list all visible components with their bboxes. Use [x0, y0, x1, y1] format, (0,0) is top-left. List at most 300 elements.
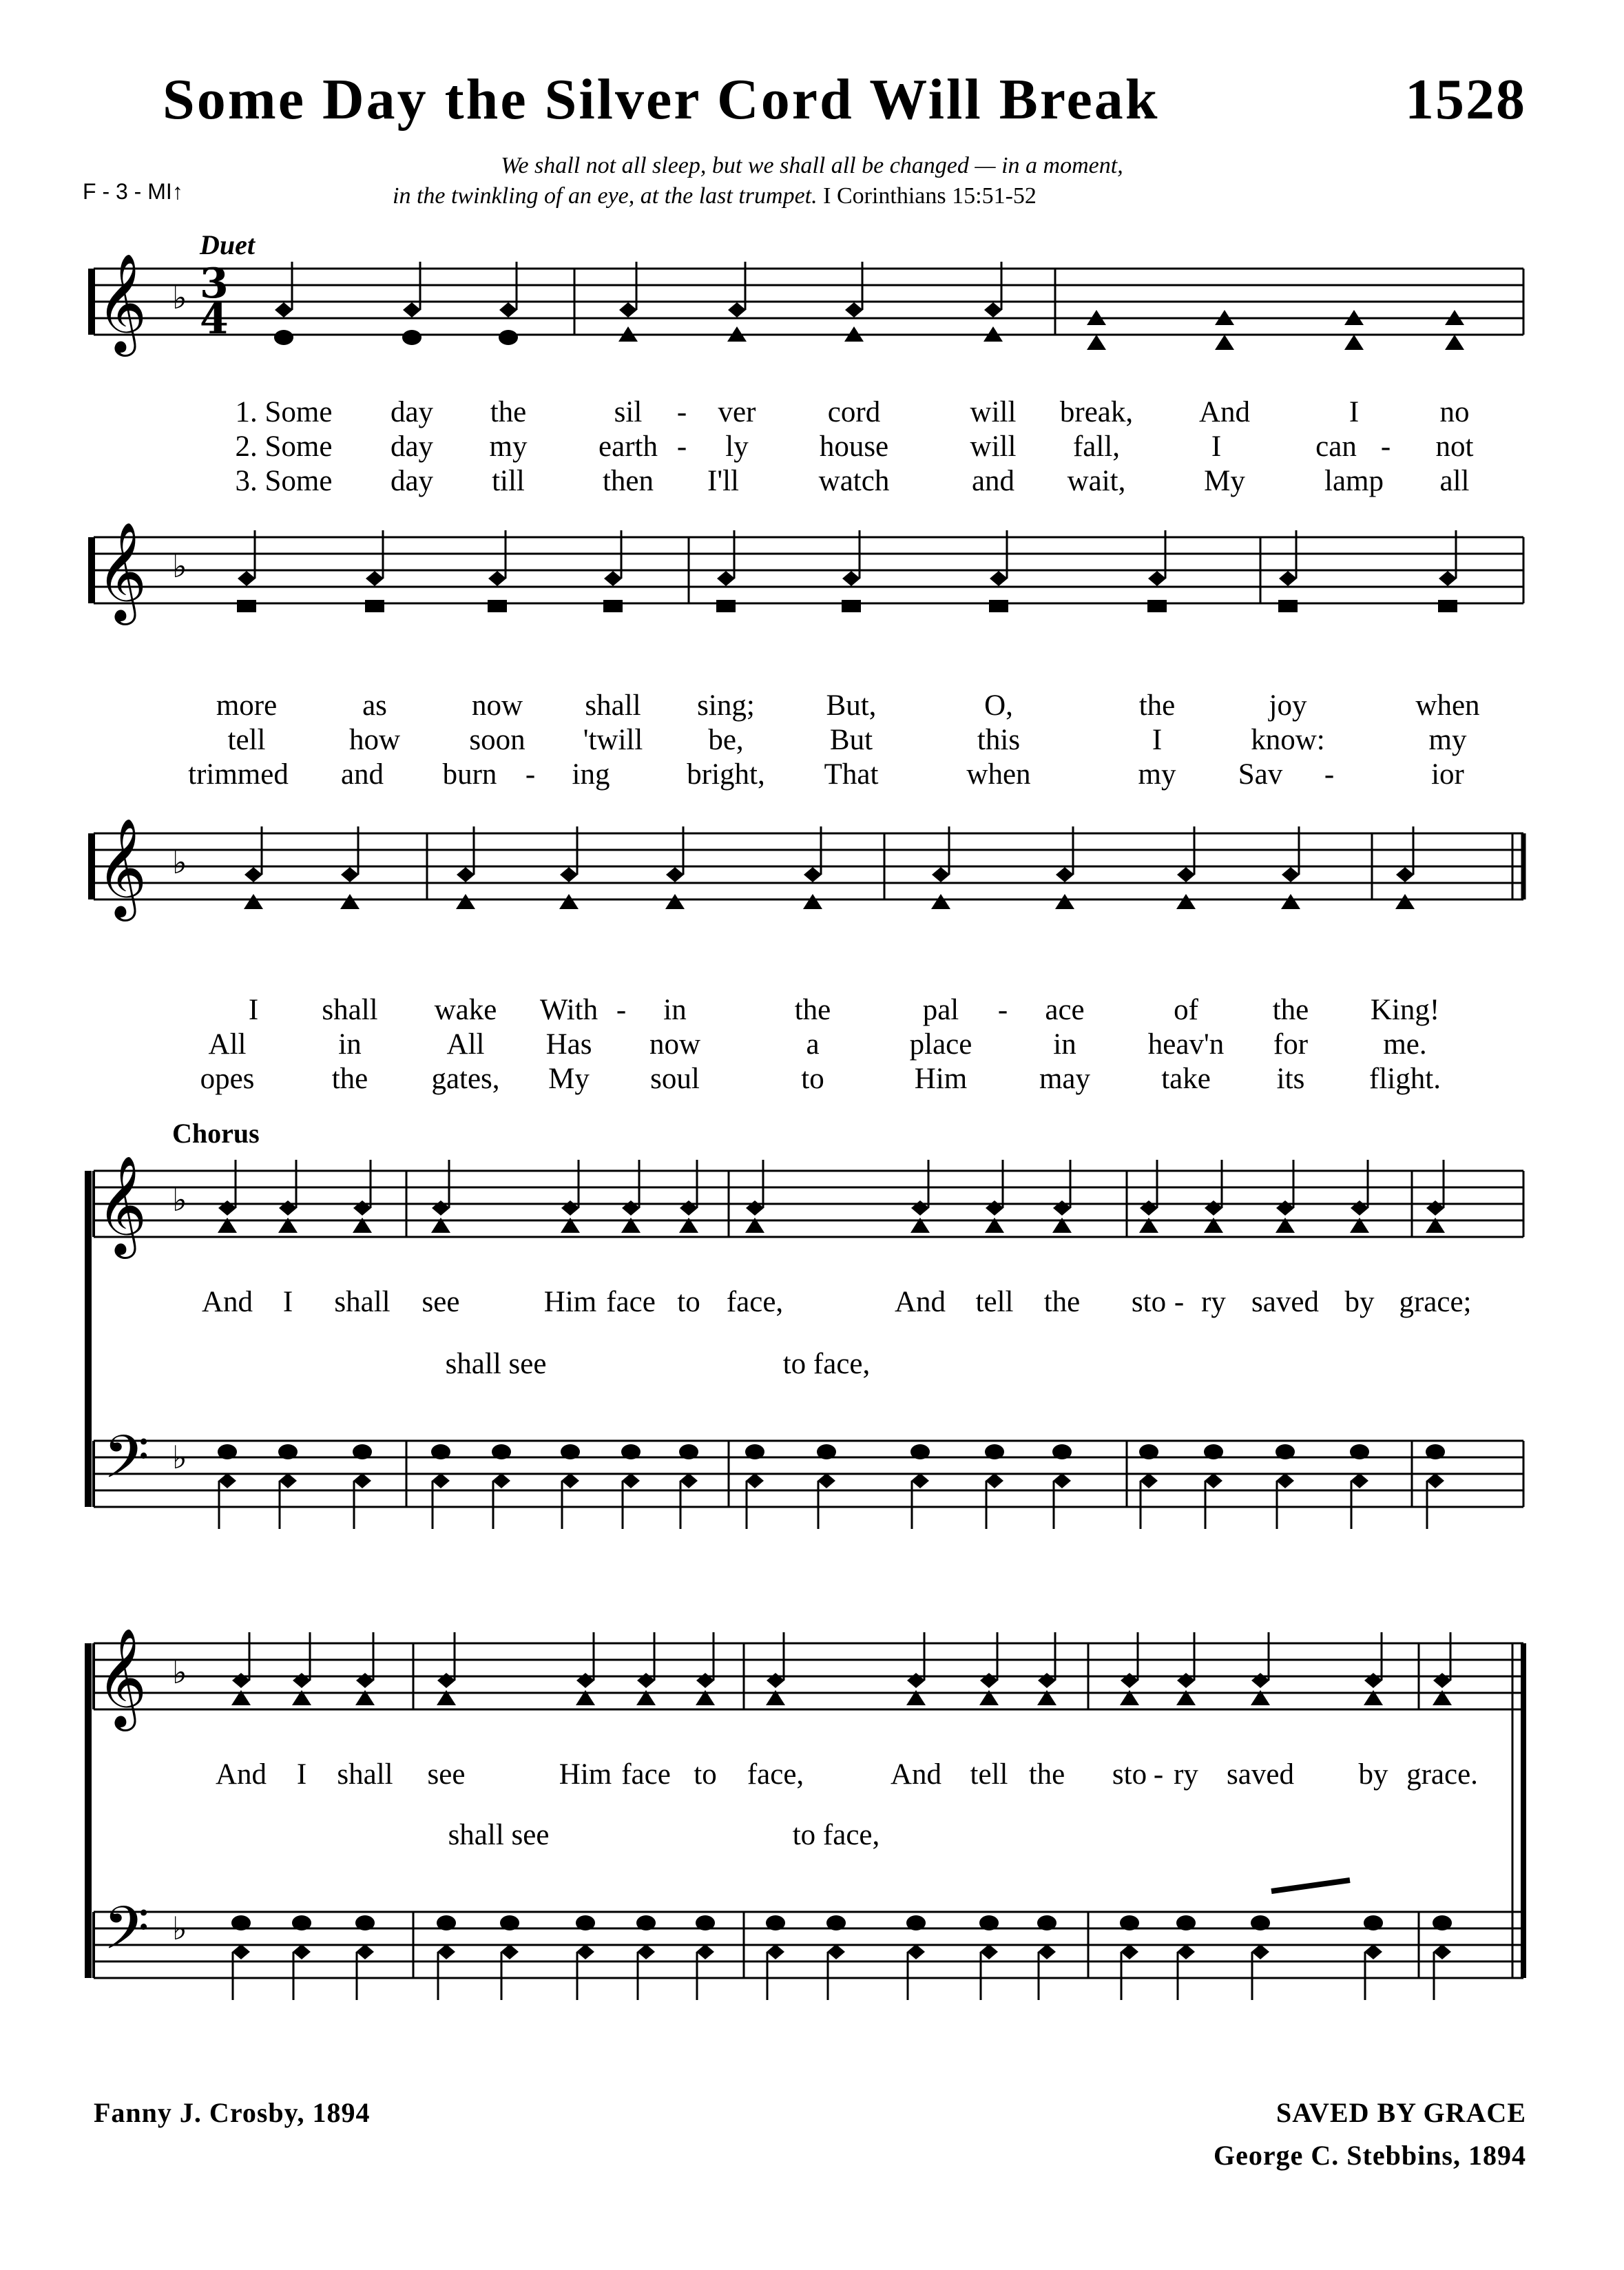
shape-note [1037, 1915, 1056, 1930]
system2-verse3-word: ing [572, 758, 610, 791]
shape-note [1215, 335, 1234, 350]
system3-verse2-word: All [446, 1028, 485, 1061]
system2-verse3-word: and [340, 758, 384, 791]
system1-verse3-word: wait, [1067, 465, 1126, 497]
system1-verse2-word: - [1380, 430, 1391, 463]
system1-verse3-word: My [1204, 465, 1245, 497]
system1-verse2-word: house [819, 430, 889, 463]
note-head [1251, 1673, 1269, 1688]
system1-verse1-word: break, [1059, 396, 1134, 428]
shape-note [492, 1444, 511, 1459]
chorus2-lyric-word: And [890, 1758, 942, 1791]
system3-verse3-word: its [1276, 1063, 1305, 1095]
system2-verse2-word: 'twill [583, 724, 643, 756]
system2-verse1-word: the [1138, 689, 1176, 722]
system3-verse1-word: I [248, 994, 259, 1026]
treble-clef-icon: 𝄞 [96, 1156, 147, 1255]
chorus1-lyric-word: And [201, 1286, 253, 1318]
note-head [1364, 1673, 1382, 1688]
system2-verse2-word: how [348, 724, 401, 756]
shape-note [488, 600, 507, 612]
system2-verse3-word: when [966, 758, 1031, 791]
system3-verse1-word: in [663, 994, 687, 1026]
note-head [560, 867, 578, 882]
shape-note [766, 1915, 785, 1930]
chorus1-lyric-word: shall [334, 1286, 391, 1318]
shape-note [985, 1444, 1004, 1459]
chorus2-lyric-word: ry [1174, 1758, 1198, 1791]
shape-note [989, 600, 1008, 612]
system1-verse3-word: all [1439, 465, 1470, 497]
shape-note [1445, 335, 1464, 350]
note-head [980, 1673, 998, 1688]
note-head [1177, 1944, 1195, 1959]
system3-verse3-word: to [801, 1063, 824, 1095]
shape-note [1426, 1444, 1445, 1459]
shape-note [355, 1915, 375, 1930]
shape-note [456, 894, 475, 909]
system2-verse1-word: O, [984, 689, 1013, 722]
chorus2-lyric-word: saved [1227, 1758, 1294, 1791]
note-head [622, 1473, 640, 1488]
note-head [1276, 1473, 1294, 1488]
key-indicator: F - 3 - MI↑ [83, 179, 183, 204]
note-head [356, 1673, 374, 1688]
note-head [1140, 1200, 1158, 1216]
note-head [1276, 1200, 1294, 1216]
note-head [1056, 867, 1074, 882]
system2-verse2-word: soon [469, 724, 525, 756]
system3-verse1-word: of [1174, 994, 1198, 1026]
note-head [279, 1200, 297, 1216]
shape-note [716, 600, 736, 612]
note-head [1364, 1944, 1382, 1959]
chorus2-lyric-word: And [215, 1758, 267, 1791]
note-head [1433, 1944, 1451, 1959]
shape-note [559, 894, 579, 909]
system1-verse2-word: 2. Some [235, 430, 333, 463]
system3-verse3-word: gates, [431, 1063, 500, 1095]
chorus1-lyric-word: ry [1201, 1286, 1226, 1318]
system3-verse3-word: flight. [1369, 1063, 1441, 1095]
note-head [842, 571, 860, 586]
system1-verse1-word: 1. Some [235, 396, 333, 428]
shape-note [353, 1444, 372, 1459]
time-sig-bottom: 4 [200, 295, 229, 344]
note-head [457, 867, 475, 882]
shape-note [365, 600, 384, 612]
system1-verse3-word: till [492, 465, 525, 497]
system2-verse1-word: when [1415, 689, 1480, 722]
note-head [666, 867, 684, 882]
shape-note [803, 894, 822, 909]
system3-verse1-word: - [616, 994, 627, 1026]
chorus2-lyric-word: I [296, 1758, 307, 1791]
system1-verse1-word: ver [718, 396, 756, 428]
system1-verse1-word: I [1349, 396, 1360, 428]
shape-note [231, 1915, 251, 1930]
note-head [680, 1200, 698, 1216]
system1-verse3-word: day [390, 465, 434, 497]
hymn-number: 1528 [1405, 67, 1526, 132]
hymn-title: Some Day the Silver Cord Will Break [163, 67, 1160, 132]
system2-verse3-word: - [525, 758, 536, 791]
note-head [911, 1473, 929, 1488]
shape-note [1176, 1915, 1196, 1930]
system1-verse2-word: fall, [1072, 430, 1121, 463]
system1-verse1-word: will [970, 396, 1017, 428]
chorus1-lyric-word: I [282, 1286, 293, 1318]
shape-note [636, 1915, 656, 1930]
system2-verse3-word: bright, [687, 758, 765, 791]
flat-icon: ♭ [172, 1910, 187, 1947]
shape-note [910, 1444, 930, 1459]
note-head [637, 1673, 655, 1688]
shape-note [745, 1444, 764, 1459]
system3-verse3-word: opes [200, 1063, 255, 1095]
shape-note [402, 330, 421, 345]
system2-verse1-word: more [216, 689, 278, 722]
treble-clef-icon: 𝄞 [96, 818, 147, 917]
chorus1-lyric-word: by [1344, 1286, 1375, 1318]
system3-verse1-word: the [1272, 994, 1309, 1026]
system2-verse3-word: That [824, 758, 879, 791]
chorus2-lyric-word: by [1358, 1758, 1388, 1791]
shape-note [1350, 1444, 1369, 1459]
system3-verse1-word: King! [1370, 994, 1440, 1026]
chorus2-lyric-word: to [694, 1758, 717, 1791]
chorus1-lyric-word: sto [1131, 1286, 1167, 1318]
system3-verse1-word: - [997, 994, 1008, 1026]
note-head [492, 1473, 510, 1488]
note-head [1148, 571, 1166, 586]
note-head [622, 1200, 640, 1216]
system1-verse3-word: 3. Some [235, 465, 333, 497]
system2-verse2-word: tell [227, 724, 266, 756]
system2-verse3-word: Sav [1238, 758, 1283, 791]
chorus1-lyric-word: Him [543, 1286, 597, 1318]
note-head [244, 867, 262, 882]
shape-note [621, 1444, 641, 1459]
shape-note [561, 1444, 580, 1459]
note-head [1053, 1473, 1071, 1488]
note-head [501, 1944, 519, 1959]
system3-verse1-word: the [794, 994, 831, 1026]
flat-icon: ♭ [172, 1654, 187, 1691]
system3-verse1-word: With [539, 994, 598, 1026]
shape-note [1139, 1444, 1158, 1459]
note-head [366, 571, 384, 586]
note-head [488, 571, 506, 586]
system1-verse2-word: day [390, 430, 434, 463]
treble-clef-icon: 𝄞 [96, 253, 147, 353]
epigraph-reference: I Corinthians 15:51-52 [823, 183, 1037, 209]
system2-verse3-word: my [1138, 758, 1176, 791]
system2-verse1-word: as [362, 689, 387, 722]
system2-verse2-word: know: [1251, 724, 1325, 756]
shape-note [1176, 894, 1196, 909]
note-head [1351, 1473, 1368, 1488]
note-head [911, 1200, 929, 1216]
treble-clef-icon: 𝄞 [96, 522, 147, 621]
shape-note [274, 330, 293, 345]
note-head [356, 1944, 374, 1959]
system2-verse3-word: trimmed [188, 758, 289, 791]
note-head [1121, 1673, 1138, 1688]
system1-verse1-word: sil [614, 396, 643, 428]
note-head [980, 1944, 998, 1959]
note-head [576, 1673, 594, 1688]
epigraph-line-1: We shall not all sleep, but we shall all be changed — in a moment, [501, 153, 1123, 178]
note-head [604, 571, 622, 586]
epigraph-line-2-text: in the twinkling of an eye, at the last trumpet. [393, 183, 818, 209]
note-head [1205, 1473, 1222, 1488]
note-head [767, 1673, 784, 1688]
chorus2-lyric-word: face, [747, 1758, 804, 1791]
note-head [717, 571, 735, 586]
note-head [437, 1944, 455, 1959]
composer-credit: George C. Stebbins, 1894 [1214, 2140, 1526, 2171]
system3-verse2-word: in [1053, 1028, 1076, 1061]
system3-verse2-word: now [649, 1028, 701, 1061]
shape-note [665, 894, 685, 909]
system3-verse2-word: me. [1383, 1028, 1427, 1061]
system1-verse2-word: can [1315, 430, 1357, 463]
system2-verse1-word: now [471, 689, 523, 722]
system2-verse2-word: this [977, 724, 1021, 756]
note-head [827, 1944, 845, 1959]
shape-note [842, 600, 861, 612]
note-head [1177, 1673, 1195, 1688]
duet-marking: Duet [200, 229, 255, 260]
system1-verse2-word: will [970, 430, 1017, 463]
shape-note [1281, 894, 1300, 909]
note-head [1433, 1673, 1451, 1688]
note-head [293, 1673, 311, 1688]
note-head [680, 1473, 698, 1488]
note-head [1396, 867, 1414, 882]
note-head [437, 1673, 455, 1688]
system1-verse1-word: day [390, 396, 434, 428]
system1-verse2-word: ly [725, 430, 749, 463]
system3-verse3-word: take [1161, 1063, 1211, 1095]
note-head [1279, 571, 1297, 586]
system3-verse1-word: shall [322, 994, 378, 1026]
system2-verse2-word: I [1152, 724, 1163, 756]
shape-note [1278, 600, 1298, 612]
note-head [1053, 1200, 1071, 1216]
shape-note [218, 1444, 237, 1459]
shape-note [237, 600, 256, 612]
note-head [576, 1944, 594, 1959]
chorus1-lyric-word: face, [726, 1286, 784, 1318]
system1-verse1-word: the [490, 396, 527, 428]
system3-verse3-word: may [1039, 1063, 1091, 1095]
system2-verse1-word: joy [1269, 689, 1307, 722]
shape-note [1204, 1444, 1223, 1459]
note-head [746, 1200, 764, 1216]
note-head [1426, 1473, 1444, 1488]
note-head [990, 571, 1008, 586]
note-head [1177, 867, 1195, 882]
chorus1-lyric-word: - [1174, 1286, 1185, 1318]
author-credit: Fanny J. Crosby, 1894 [94, 2097, 371, 2128]
note-head [619, 302, 637, 317]
note-head [353, 1473, 371, 1488]
system2-verse3-word: burn [442, 758, 497, 791]
note-head [637, 1944, 655, 1959]
flat-icon: ♭ [172, 1439, 187, 1476]
shape-note [1120, 1915, 1139, 1930]
note-head [804, 867, 822, 882]
note-head [986, 1200, 1003, 1216]
system3-verse3-word: Him [914, 1063, 968, 1095]
note-head [238, 571, 256, 586]
system3-verse3-word: soul [650, 1063, 700, 1095]
note-head [1121, 1944, 1138, 1959]
note-head [275, 302, 293, 317]
note-head [845, 302, 863, 317]
note-head [218, 1473, 236, 1488]
system3-verse2-word: in [338, 1028, 362, 1061]
system3-verse1-word: wake [434, 994, 497, 1026]
note-head [696, 1673, 714, 1688]
shape-note [244, 894, 263, 909]
shape-note [817, 1444, 836, 1459]
chorus1-lyric-word: the [1043, 1286, 1081, 1318]
note-head [907, 1944, 925, 1959]
system1-verse3-word: and [971, 465, 1015, 497]
note-head [1439, 571, 1457, 586]
note-head [696, 1944, 714, 1959]
shape-note [1052, 1444, 1072, 1459]
shape-note [1147, 600, 1167, 612]
shape-note [340, 894, 360, 909]
system3-verse2-word: a [806, 1028, 820, 1061]
note-head [728, 302, 746, 317]
shape-note [278, 1444, 298, 1459]
chorus1-echo-word: shall see [445, 1348, 547, 1380]
system1-verse2-word: not [1435, 430, 1474, 463]
beam [1271, 1880, 1350, 1891]
note-head [932, 867, 950, 882]
system3-verse1-word: ace [1045, 994, 1085, 1026]
shape-note [576, 1915, 595, 1930]
chorus1-lyric-word: And [894, 1286, 946, 1318]
note-head [293, 1944, 311, 1959]
system1-verse1-word: cord [827, 396, 881, 428]
system2-verse2-word: But [829, 724, 873, 756]
shape-note [931, 894, 950, 909]
system1-verse3-word: watch [818, 465, 890, 497]
system1-verse2-word: earth [598, 430, 658, 463]
shape-note [1395, 894, 1415, 909]
shape-note [1344, 335, 1364, 350]
note-head [1251, 1944, 1269, 1959]
chorus2-lyric-word: face [621, 1758, 671, 1791]
note-head [1038, 1944, 1056, 1959]
chorus1-echo-word: to face, [782, 1348, 871, 1380]
chorus2-lyric-word: sto [1112, 1758, 1147, 1791]
shape-note [431, 1444, 450, 1459]
chorus2-echo-word: shall see [448, 1819, 550, 1851]
tune-name: SAVED BY GRACE [1276, 2097, 1526, 2128]
chorus1-lyric-word: face [606, 1286, 656, 1318]
chorus2-lyric-word: tell [970, 1758, 1008, 1791]
note-head [279, 1473, 297, 1488]
system3-verse1-word: pal [922, 994, 959, 1026]
shape-note [979, 1915, 999, 1930]
shape-note [1087, 335, 1106, 350]
system3-verse2-word: All [208, 1028, 247, 1061]
note-head [767, 1944, 784, 1959]
time-sig-top: 3 [200, 260, 229, 308]
shape-note [1276, 1444, 1295, 1459]
note-head [986, 1473, 1003, 1488]
system3-verse2-word: for [1273, 1028, 1309, 1061]
shape-note [1364, 1915, 1383, 1930]
system2-verse1-word: sing; [697, 689, 755, 722]
chorus1-lyric-word: grace; [1399, 1286, 1472, 1318]
note-head [341, 867, 359, 882]
system2-verse1-word: shall [585, 689, 641, 722]
shape-note [906, 1915, 926, 1930]
system1-verse2-word: - [676, 430, 687, 463]
system2-verse3-word: ior [1431, 758, 1464, 791]
system1-verse1-word: no [1439, 396, 1470, 428]
shape-note [500, 1915, 519, 1930]
chorus1-lyric-word: tell [975, 1286, 1014, 1318]
shape-note [292, 1915, 311, 1930]
system2-verse2-word: be, [708, 724, 744, 756]
note-head [746, 1473, 764, 1488]
system1-verse3-word: I'll [707, 465, 739, 497]
chorus1-lyric-word: see [421, 1286, 460, 1318]
chorus2-lyric-word: - [1153, 1758, 1164, 1791]
flat-icon: ♭ [172, 844, 187, 881]
note-head [432, 1473, 450, 1488]
note-head [561, 1200, 579, 1216]
treble-clef-icon: 𝄞 [96, 1628, 147, 1727]
note-head [984, 302, 1002, 317]
system1-verse3-word: lamp [1324, 465, 1384, 497]
note-head [232, 1673, 250, 1688]
chorus1-lyric-word: to [677, 1286, 700, 1318]
note-head [907, 1673, 925, 1688]
note-head [1140, 1473, 1158, 1488]
note-head [561, 1473, 579, 1488]
shape-note [1433, 1915, 1452, 1930]
system3-verse2-word: heav'n [1147, 1028, 1225, 1061]
note-head [1426, 1200, 1444, 1216]
system1-verse2-word: my [489, 430, 528, 463]
system2-verse2-word: my [1428, 724, 1467, 756]
shape-note [826, 1915, 846, 1930]
shape-note [696, 1915, 715, 1930]
note-head [818, 1473, 835, 1488]
chorus2-lyric-word: the [1028, 1758, 1065, 1791]
chorus2-lyric-word: see [427, 1758, 466, 1791]
system1-verse2-word: I [1211, 430, 1222, 463]
note-head [218, 1200, 236, 1216]
note-head [1205, 1200, 1222, 1216]
chorus2-lyric-word: grace. [1406, 1758, 1478, 1791]
shape-note [603, 600, 623, 612]
chorus2-lyric-word: Him [559, 1758, 612, 1791]
note-head [499, 302, 517, 317]
system3-verse3-word: the [331, 1063, 368, 1095]
shape-note [437, 1915, 456, 1930]
